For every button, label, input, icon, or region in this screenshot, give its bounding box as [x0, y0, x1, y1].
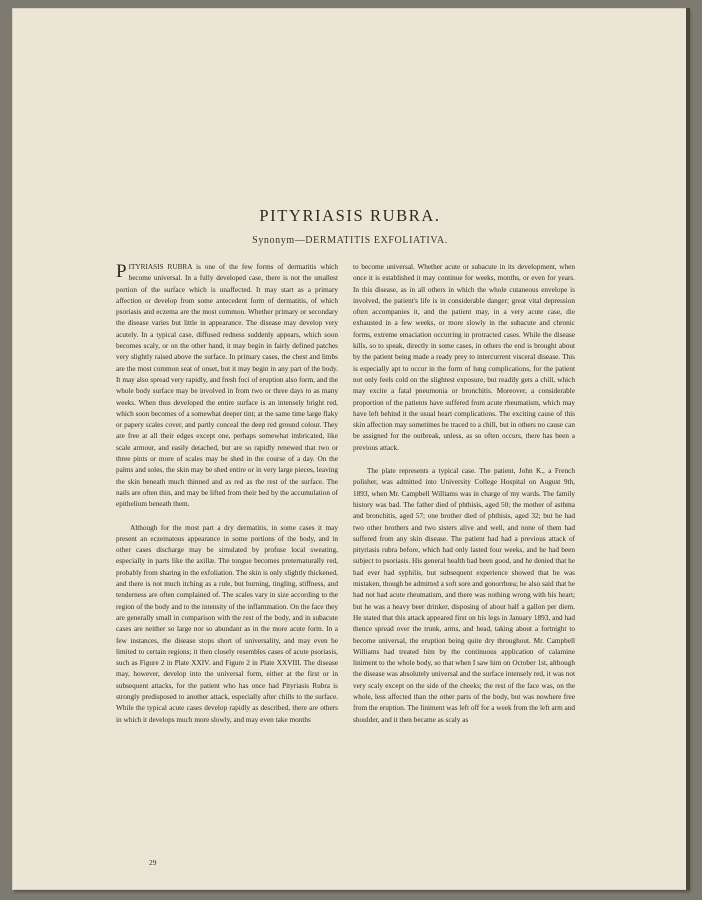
page-sheet	[12, 8, 688, 890]
right-column	[353, 262, 575, 726]
page-number: 29	[149, 858, 157, 867]
left-column	[116, 262, 338, 726]
page-title: PITYRIASIS RUBRA.	[259, 206, 441, 225]
right-paragraph-1: to become universal. Whether acute or subacute in its development, when once it is established it may continue for weeks, months, or even for years. In this disease, as in all others in which the whole cutaneous envelope is involved, the patient's life is in considerable danger; great vital depression often accompanies it, and the patient may, in a very acute case, die exhausted in a few weeks, or more slowly in the subacute and chronic forms, extreme emaciation occurring in protracted cases. While the disease kills, so to speak, directly in some cases, in others the end is brought about by the patient being made a ready prey to intercurrent visceral disease. This is especially apt to occur in the form of lung complications, for the patient not only feels cold on the slightest exposure, but readily gets a chill, which may excite a fatal pneumonia or bronchitis. Moreover, a considerable proportion of the patients have suffered from acute rheumatism, which may have left behind it the usual heart complications. The exciting cause of this skin affection may sometimes be traced to a chill, but in others no cause can be assigned for the outbreak, unless, as so often occurs, there has been a previous attack.	[353, 263, 575, 452]
left-paragraph-1	[116, 262, 338, 511]
synonym-subtitle: Synonym—DERMATITIS EXFOLIATIVA.	[252, 235, 448, 246]
left-paragraph-2: Although for the most part a dry dermatitis, in some cases it may present an eczematous appearance in some portions of the body, and in other cases discharge may be simulated by profuse local sweating, especially in parts like the axillæ. The tongue becomes preternaturally red, probably from sharing in the exfoliation. The skin is only slightly thickened, and there is not much itching as a rule, but burning, tingling, stiffness, and tenderness are often complained of. The scales vary in size according to the region of the body and to the intensity of the inflammation. On the face they are generally small in comparison with the rest of the body, and in subacute cases are neither so large nor so abundant as in the more acute form. In a few instances, the disease stops short of universality, and may even be limited to certain regions; it then closely resembles cases of acute psoriasis, such as Figure 2 in Plate XXIV. and Figure 2 in Plate XXVIII. The disease may, however, develop into the universal form, either at the first or in subsequent attacks, for the patient who has once had Pityriasis Rubra is strongly predisposed to another attack, especially after chills to the surface. While the typical acute cases develop rapidly as described, there are others in which it develops much more slowly, and may even take months	[116, 523, 338, 724]
drop-cap: P	[116, 261, 127, 282]
right-paragraph-2: The plate represents a typical case. The patient, John K., a French polisher, was admitted into University College Hospital on August 9th, 1893, when Mr. Campbell Williams was in charge of my wards. The family history was bad. The father died of phthisis, aged 50; the mother of asthma and bronchitis, aged 57; one brother died of phthisis, aged 32; but he had two other brothers and two sisters alive and well, and none of them had suffered from any skin disease. The patient had had a previous attack of pityriasis rubra before, which had only lasted four weeks, and he had been subject to psoriasis. His general health had been good, and he denied that he had ever had syphilis, but subsequent experience showed that he was mistaken, though he admitted a soft sore and gonorrhœa; he also said that he had not had acute rheumatism, and there was nothing wrong with his heart; but he was a heavy beer drinker, disposing of about half a gallon per diem. He stated that this attack appeared first on his legs in January 1893, and had thence spread over the trunk, arms, and head, taking about a fortnight to become universal, the eruption being quite dry throughout. Mr. Campbell Williams had treated him by the continuous application of calamine liniment to the whole body, so that when I saw him on October 1st, although the disease was absolutely universal and the surface intensely red, it was not very scaly except on the side of the cheeks; the rest of the face was, on the whole, less affected than the other parts of the body, but was nowhere free from the eruption. The liniment was left off for a week from the left arm and shoulder, and it then became as scaly as	[353, 467, 575, 724]
page-edge-shadow	[686, 8, 690, 890]
left-paragraph-1-text: ITYRIASIS RUBRA is one of the few forms of dermatitis which become universal. In a fully developed case, there is not the smallest portion of the surface which is unaffected. It may start as a primary affection or develop from some antecedent form of dermatitis, of which psoriasis and eczema are the most common. Whether primary or secondary the disease varies but little in appearance. The disease may develop very acutely. In a typical case, diffused redness suddenly appears, which soon becomes scaly, or on the other hand, it may begin in fairly defined patches very slightly raised above the surface. In primary cases, the chest and limbs are the most common seat of onset, but it may begin in any part of the body. It may also spread very rapidly, and fresh foci of eruption also form, and the whole body surface may be involved in from two or three days to as many weeks. When thus developed the entire surface is an intensely bright red, which soon becomes of a somewhat deeper tint; at the same time large flaky or papery scales cover, and partly conceal the deep red ground colour. They are free at all their edges except one, perhaps somewhat imbricated, like scale armour, and easily detached, but are so rapidly renewed that two or three pints or more of scales may be shed in the course of a day. On the palms and soles, the skin may be shed entire or in very large pieces, leaving the skin beneath much thinned and as red as the rest of the surface. The nails are often thin, and may be lifted from their bed by the accumulation of epithelium beneath them.	[116, 263, 338, 509]
